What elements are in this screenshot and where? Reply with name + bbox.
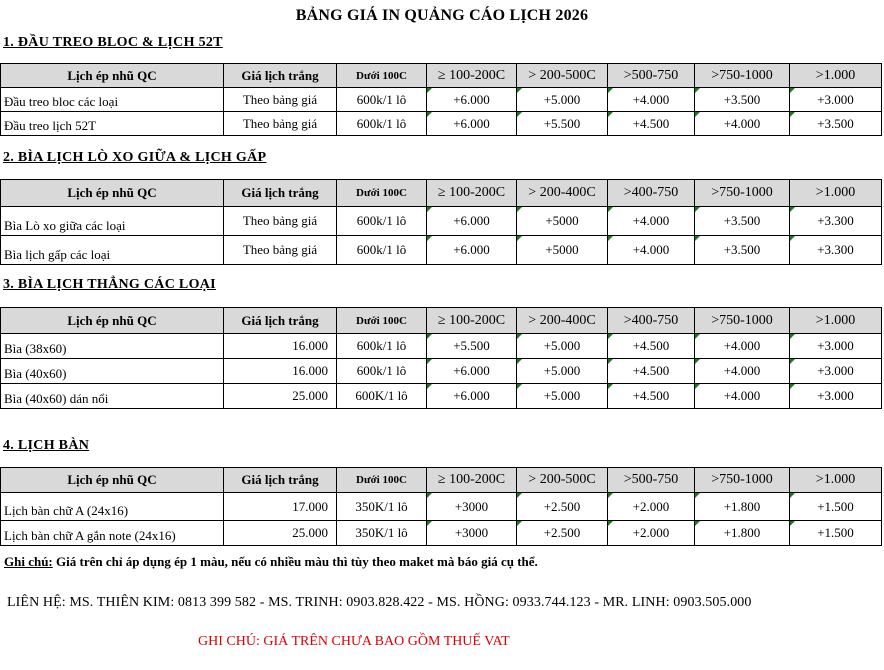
header-cell: >1.000 xyxy=(790,308,882,334)
price-cell: +5000 xyxy=(517,207,608,236)
table-header-row xyxy=(1,64,882,88)
base-price: Theo bảng giá xyxy=(224,236,337,265)
header-cell: Giá lịch trắng xyxy=(224,308,337,334)
price-cell: +3.000 xyxy=(790,359,882,384)
table-header-row xyxy=(1,180,882,207)
price-cell: +6.000 xyxy=(427,384,517,409)
vat-note: GHI CHÚ: GIÁ TRÊN CHƯA BAO GỒM THUẾ VAT xyxy=(198,634,510,649)
header-cell: Dưới 100C xyxy=(337,468,427,493)
header-cell: >1.000 xyxy=(790,180,882,207)
item-name: Đầu treo bloc các loại xyxy=(1,88,224,112)
header-cell: >750-1000 xyxy=(695,64,790,88)
table-row xyxy=(1,88,882,112)
header-cell: >400-750 xyxy=(608,308,695,334)
header-cell: >1.000 xyxy=(790,64,882,88)
base-price: 16.000 xyxy=(224,359,337,384)
price-cell: +6.000 xyxy=(427,236,517,265)
table-row xyxy=(1,236,882,265)
section-1-title: 1. ĐẦU TREO BLOC & LỊCH 52T xyxy=(3,35,223,50)
price-cell: +1.500 xyxy=(790,493,882,521)
header-cell: > 200-400C xyxy=(517,308,608,334)
table-row xyxy=(1,334,882,359)
item-name: Lịch bàn chữ A (24x16) xyxy=(1,493,224,521)
base-price: Theo bảng giá xyxy=(224,207,337,236)
price-cell: +3.500 xyxy=(695,236,790,265)
price-cell: +3.500 xyxy=(695,88,790,112)
header-cell: ≥ 100-200C xyxy=(427,180,517,207)
price-cell: +3.300 xyxy=(790,207,882,236)
header-cell: >1.000 xyxy=(790,468,882,493)
price-cell: +4.000 xyxy=(695,112,790,136)
table-row xyxy=(1,384,882,409)
header-cell: > 200-400C xyxy=(517,180,608,207)
header-cell: Lịch ép nhũ QC xyxy=(1,64,224,88)
base-price: 17.000 xyxy=(224,493,337,521)
header-cell: ≥ 100-200C xyxy=(427,468,517,493)
price-cell: +2.000 xyxy=(608,493,695,521)
base-price: Theo bảng giá xyxy=(224,112,337,136)
table-row xyxy=(1,359,882,384)
price-cell: +1.800 xyxy=(695,493,790,521)
price-cell: +1.500 xyxy=(790,521,882,546)
base-price: 25.000 xyxy=(224,384,337,409)
header-cell: Dưới 100C xyxy=(337,180,427,207)
note-label: Ghi chú: xyxy=(4,554,53,569)
price-cell: +5.000 xyxy=(517,334,608,359)
price-cell: +5.500 xyxy=(427,334,517,359)
price-cell: +6.000 xyxy=(427,112,517,136)
item-name: Bìa (40x60) dán nổi xyxy=(1,384,224,409)
price-cell: +4.000 xyxy=(695,334,790,359)
header-cell: >750-1000 xyxy=(695,180,790,207)
header-cell: Lịch ép nhũ QC xyxy=(1,308,224,334)
price-cell: +4.500 xyxy=(608,359,695,384)
item-name: Lịch bàn chữ A gắn note (24x16) xyxy=(1,521,224,546)
item-name: Bìa Lò xo giữa các loại xyxy=(1,207,224,236)
price-cell: +3.000 xyxy=(790,384,882,409)
price-cell: +4.000 xyxy=(608,236,695,265)
general-note xyxy=(4,554,538,570)
price-cell: 600k/1 lô xyxy=(337,359,427,384)
price-cell: +4.500 xyxy=(608,384,695,409)
base-price: Theo bảng giá xyxy=(224,88,337,112)
item-name: Bìa lịch gấp các loại xyxy=(1,236,224,265)
note-text: Giá trên chỉ áp dụng ép 1 màu, nếu có nhiều màu thì tùy theo maket mà báo giá cụ thể. xyxy=(52,554,538,569)
section-2-title: 2. BÌA LỊCH LÒ XO GIỮA & LỊCH GẤP xyxy=(3,150,267,165)
header-cell: > 200-500C xyxy=(517,64,608,88)
header-cell: Giá lịch trắng xyxy=(224,468,337,493)
base-price: 16.000 xyxy=(224,334,337,359)
page-title: BẢNG GIÁ IN QUẢNG CÁO LỊCH 2026 xyxy=(295,7,589,24)
price-cell: 600k/1 lô xyxy=(337,334,427,359)
price-cell: +2.500 xyxy=(517,521,608,546)
header-cell: ≥ 100-200C xyxy=(427,64,517,88)
price-cell: +3.300 xyxy=(790,236,882,265)
price-cell: 600k/1 lô xyxy=(337,112,427,136)
section-3-table xyxy=(0,307,882,409)
price-cell: 600k/1 lô xyxy=(337,88,427,112)
price-cell: 600K/1 lô xyxy=(337,384,427,409)
header-cell: Giá lịch trắng xyxy=(224,180,337,207)
price-cell: +5.000 xyxy=(517,384,608,409)
price-cell: +3.000 xyxy=(790,334,882,359)
table-row xyxy=(1,207,882,236)
table-row xyxy=(1,493,882,521)
price-cell: +1.800 xyxy=(695,521,790,546)
price-cell: +6.000 xyxy=(427,88,517,112)
header-cell: Giá lịch trắng xyxy=(224,64,337,88)
price-cell: +4.000 xyxy=(608,88,695,112)
price-cell: +5000 xyxy=(517,236,608,265)
header-cell: ≥ 100-200C xyxy=(427,308,517,334)
price-cell: +5.500 xyxy=(517,112,608,136)
price-cell: +3.000 xyxy=(790,88,882,112)
price-cell: +2.500 xyxy=(517,493,608,521)
price-cell: +5.000 xyxy=(517,359,608,384)
price-cell: +3.500 xyxy=(695,207,790,236)
price-cell: +5.000 xyxy=(517,88,608,112)
price-cell: +2.000 xyxy=(608,521,695,546)
price-cell: +4.000 xyxy=(608,207,695,236)
section-3-title: 3. BÌA LỊCH THẲNG CÁC LOẠI xyxy=(3,277,216,292)
price-cell: 600k/1 lô xyxy=(337,207,427,236)
header-cell: > 200-500C xyxy=(517,468,608,493)
item-name: Bìa (38x60) xyxy=(1,334,224,359)
table-row xyxy=(1,521,882,546)
price-cell: 600k/1 lô xyxy=(337,236,427,265)
header-cell: >400-750 xyxy=(608,180,695,207)
price-cell: +3000 xyxy=(427,521,517,546)
item-name: Đầu treo lịch 52T xyxy=(1,112,224,136)
header-cell: Lịch ép nhũ QC xyxy=(1,468,224,493)
contact-line: LIÊN HỆ: MS. THIÊN KIM: 0813 399 582 - MS. TRINH: 0903.828.422 - MS. HỒNG: 0933.744.123 - MR. LINH: 0903.505.000 xyxy=(7,595,752,610)
header-cell: Dưới 100C xyxy=(337,308,427,334)
header-cell: >500-750 xyxy=(608,64,695,88)
header-cell: Dưới 100C xyxy=(337,64,427,88)
price-cell: +3.500 xyxy=(790,112,882,136)
price-cell: +4.500 xyxy=(608,112,695,136)
table-header-row xyxy=(1,468,882,493)
price-cell: 350K/1 lô xyxy=(337,493,427,521)
header-cell: >500-750 xyxy=(608,468,695,493)
section-2-table xyxy=(0,179,882,265)
price-cell: +4.000 xyxy=(695,384,790,409)
header-cell: >750-1000 xyxy=(695,308,790,334)
header-cell: Lịch ép nhũ QC xyxy=(1,180,224,207)
price-cell: +4.500 xyxy=(608,334,695,359)
price-cell: +4.000 xyxy=(695,359,790,384)
header-cell: >750-1000 xyxy=(695,468,790,493)
price-cell: +6.000 xyxy=(427,207,517,236)
base-price: 25.000 xyxy=(224,521,337,546)
item-name: Bìa (40x60) xyxy=(1,359,224,384)
table-row xyxy=(1,112,882,136)
section-4-title: 4. LỊCH BÀN xyxy=(3,438,90,453)
price-cell: 350K/1 lô xyxy=(337,521,427,546)
section-1-table xyxy=(0,63,882,136)
price-cell: +6.000 xyxy=(427,359,517,384)
price-cell: +3000 xyxy=(427,493,517,521)
table-header-row xyxy=(1,308,882,334)
section-4-table xyxy=(0,467,882,546)
